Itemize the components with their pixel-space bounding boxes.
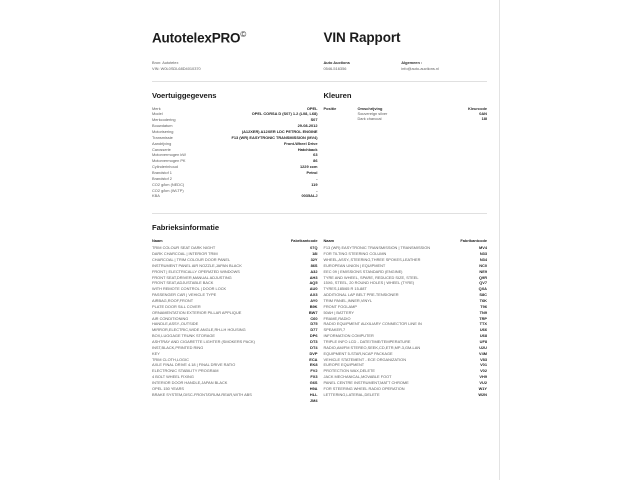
factory-option-name: INSTRUMENT PANEL AIR NOZZLE,JAPAN BLACK bbox=[152, 262, 242, 268]
factory-option-code: V4M bbox=[479, 350, 487, 356]
factory-option-name: OPEL 150 YEARS bbox=[152, 385, 185, 391]
factory-option-code: N33 bbox=[479, 251, 487, 257]
factory-option-name: INTERIOR DOOR HANDLE,JAPAN BLACK bbox=[152, 379, 228, 385]
factory-option-name: DARK CHARCOAL | INTERIOR TRIM bbox=[152, 251, 218, 257]
factory-option-name: PLATE DOOR SILL COVER bbox=[152, 303, 201, 309]
dealer-name: Auto Auctions bbox=[323, 59, 350, 65]
factory-option-name: MIRROR,ELECTRIC,WIDE ANGLE,RH-LH HOUSING bbox=[152, 327, 246, 333]
factory-option-name: TRIM PANEL,INNER,VINYL bbox=[323, 297, 373, 303]
factory-option-name: FRONT FOGLAMP bbox=[323, 303, 357, 309]
factory-option-name: JACK MECHANICAL,MOVABLE FOOT bbox=[323, 374, 392, 380]
factory-option-name: BRAKE SYSTEM,DISC-FRONT/DRUM-REAR,WITH ABS bbox=[152, 391, 252, 397]
vehicle-row-label: Motorvermogen PK bbox=[152, 158, 186, 164]
factory-option-code: V83 bbox=[480, 356, 487, 362]
factory-option-code: U66 bbox=[479, 327, 487, 333]
vin-report-page bbox=[140, 0, 500, 480]
vehicle-colors-section bbox=[152, 91, 487, 200]
factory-option-name: RADIO,AM/FM STEREO,SEEK,CD,ETR,MP-3,GM-LAN bbox=[323, 344, 421, 350]
factory-option-code: FV2 bbox=[310, 368, 318, 374]
factory-option-name: ORNAMENTATION EXTERIOR PILLAR APPLIQUE bbox=[152, 309, 242, 315]
factory-option-code: BW7 bbox=[308, 309, 318, 315]
vehicle-row-value: 1229 ccm bbox=[299, 164, 318, 170]
factory-option-code: G6S bbox=[309, 379, 318, 385]
factory-option-code: C60 bbox=[310, 315, 318, 321]
color-code: 0AN bbox=[479, 110, 487, 116]
vehicle-row-value: Hatchback bbox=[297, 146, 318, 152]
colors-block bbox=[324, 91, 488, 200]
factory-option-code: DT4 bbox=[310, 344, 318, 350]
factory-columns bbox=[152, 238, 487, 403]
header-divider bbox=[152, 81, 487, 82]
vehicle-data-block bbox=[152, 91, 324, 200]
general-email: info@auto-auctions.nl bbox=[401, 65, 439, 71]
factory-option-name: SPEAKER,7 bbox=[323, 327, 346, 333]
copyright-icon: © bbox=[240, 30, 247, 39]
factory-option-code: A32 bbox=[310, 268, 318, 274]
brand-title bbox=[152, 30, 323, 46]
table-row bbox=[152, 193, 318, 199]
factory-option-name: CHARCOAL | TRIM COLOUR DOOR PANEL bbox=[152, 256, 231, 262]
vehicle-row-value: 0035ALJ bbox=[301, 193, 318, 199]
colors-col-position: Positie bbox=[323, 105, 337, 111]
report-meta bbox=[152, 60, 487, 72]
brand-name: AutotelexPRO bbox=[152, 30, 241, 46]
colors-col-description: Omschrijving bbox=[357, 105, 383, 111]
factory-option-code: V01 bbox=[480, 362, 487, 368]
factory-option-code: DT3 bbox=[310, 338, 318, 344]
factory-option-code: AY0 bbox=[310, 297, 318, 303]
source-value: Autotelex bbox=[162, 59, 179, 65]
vehicle-row-value: Front-Wheel Drive bbox=[283, 140, 318, 146]
factory-option-name: VEHICLE STATEMENT - ECE ORGANIZATION bbox=[323, 356, 407, 362]
report-header bbox=[152, 0, 487, 46]
dealer-phone: 0546-516356 bbox=[323, 65, 347, 71]
factory-option-code: 86S bbox=[310, 262, 318, 268]
vehicle-row-label: Brandstof 2 bbox=[152, 175, 172, 181]
factory-option-code: AH3 bbox=[309, 274, 318, 280]
factory-option-name: 50AH | BATTERY bbox=[323, 309, 354, 315]
factory-option-name: HANDLE,ASSY.,OUTSIDE bbox=[152, 321, 199, 327]
factory-option-name: AXLE FINAL DRIVE 4.18 | FINAL DRIVE RATIO bbox=[152, 362, 236, 368]
section-divider bbox=[152, 213, 487, 214]
factory-col-code-left: Fabrikantcode bbox=[290, 238, 318, 244]
page-gutter-left bbox=[0, 0, 140, 480]
factory-option-name: TRIM CLOTH,LOGIC bbox=[152, 356, 189, 362]
factory-option-name bbox=[152, 398, 284, 404]
factory-option-code: VH9 bbox=[479, 374, 487, 380]
factory-option-name: TYRES,185/65 R 15-88T bbox=[323, 286, 367, 292]
factory-option-code: QV7 bbox=[479, 280, 487, 286]
vehicle-row-value: 63 bbox=[313, 152, 318, 158]
factory-option-code: B9K bbox=[309, 303, 318, 309]
factory-option-code: W1Y bbox=[478, 385, 487, 391]
source-label: Bron: bbox=[152, 59, 162, 65]
factory-option-name: EQUIPMENT 5-STAR,NCAP PACKAGE bbox=[323, 350, 393, 356]
factory-option-code: AX3 bbox=[309, 292, 318, 298]
factory-option-code: 07Q bbox=[310, 245, 318, 251]
factory-option-code: VU2 bbox=[479, 379, 487, 385]
vehicle-row-value: 29-08-2012 bbox=[297, 123, 318, 129]
factory-option-code: FX3 bbox=[310, 374, 318, 380]
factory-option-code: TTX bbox=[479, 321, 487, 327]
factory-option-name: PANEL CENTRE INSTRUMENT,MATT CHROME bbox=[323, 379, 409, 385]
vehicle-row-label: CO2 g/km (WLTP) bbox=[152, 187, 184, 193]
factory-option-code: TN9 bbox=[479, 309, 487, 315]
factory-option-name: TRIPLE INFO LCD - DATE/TIME/TEMPERATURE bbox=[323, 338, 411, 344]
factory-option-name: FOR STEERING WHEEL RADIO OPERATION bbox=[323, 385, 405, 391]
factory-left-column bbox=[152, 238, 324, 403]
factory-option-code: 18I bbox=[312, 251, 318, 257]
factory-col-name-left: Naam bbox=[152, 238, 163, 244]
factory-option-code: TRP bbox=[479, 315, 487, 321]
factory-option-code: N34 bbox=[479, 256, 487, 262]
factory-option-code: V02 bbox=[480, 368, 487, 374]
color-code: 18I bbox=[481, 116, 487, 122]
page-gutter-right bbox=[501, 0, 640, 480]
vehicle-row-value: 119 bbox=[311, 181, 318, 187]
vehicle-row-label: Brandstof 1 bbox=[152, 170, 172, 176]
colors-col-code: Kleurcode bbox=[467, 105, 487, 111]
colors-table bbox=[324, 106, 488, 123]
vin-label: VIN: bbox=[152, 65, 160, 71]
factory-option-name: WHEEL,ASSY.,STEERING,THREE SPOKES,LEATHER bbox=[323, 256, 421, 262]
vehicle-row-label: Motorisering bbox=[152, 129, 174, 135]
factory-option-code: W2N bbox=[478, 391, 487, 397]
vehicle-row-value: (A12XER) A12XER LDC PETROL ENGINE bbox=[241, 129, 318, 135]
factory-option-name: ADDITIONAL LAP BELT PRE-TENSIONER bbox=[323, 292, 399, 298]
factory-right-table bbox=[324, 238, 488, 397]
factory-option-name: FRONT SEAT,DRIVER,MANUAL ADJUSTING bbox=[152, 274, 232, 280]
vehicle-row-label: Carosserie bbox=[152, 146, 171, 152]
factory-option-name: EEC 09 | EMISSIONS STANDARD (ENGINE) bbox=[323, 268, 403, 274]
factory-option-name: WITH REMOTE CONTROL | DOOR LOCK bbox=[152, 286, 227, 292]
dealer-meta bbox=[323, 60, 401, 72]
factory-option-name: ELECTRONIC STABILITY PROGRAM bbox=[152, 368, 219, 374]
factory-option-code: H9A bbox=[309, 385, 318, 391]
factory-option-code: D75 bbox=[310, 321, 318, 327]
factory-option-name: 15X6, STEEL, 20 ROUND HOLES | WHEEL (TYRE) bbox=[323, 280, 415, 286]
factory-option-name: FRAME,RADIO bbox=[323, 315, 351, 321]
factory-option-name: FRONT | ELECTRICALLY OPERATED WINDOWS bbox=[152, 268, 240, 274]
vehicle-row-label: Bouwdatum bbox=[152, 123, 173, 129]
vehicle-row-label: CO2 g/km (NEDC) bbox=[152, 181, 185, 187]
color-position bbox=[324, 116, 358, 122]
factory-option-code: Q9R bbox=[479, 274, 487, 280]
factory-option-code: U2U bbox=[479, 344, 487, 350]
factory-option-name: PASSENGER CAR | VEHICLE TYPE bbox=[152, 292, 217, 298]
general-label: Algemeen : bbox=[401, 59, 423, 65]
source-meta bbox=[152, 60, 323, 72]
factory-option-name: ASHTRAY AND CIGARETTE LIGHTER (SMOKERS PACK) bbox=[152, 338, 255, 344]
factory-option-code: NE9 bbox=[479, 268, 487, 274]
vehicle-data-table bbox=[152, 106, 318, 200]
table-row bbox=[152, 398, 318, 404]
vehicle-row-label: Motorvermogen kW bbox=[152, 152, 186, 158]
factory-option-code: 32Y bbox=[310, 256, 318, 262]
vehicle-row-value: OPEL CORSA D (S07) 1.2 (L08, L68) bbox=[251, 111, 318, 117]
factory-option-code: DVP bbox=[309, 350, 318, 356]
factory-option-code: U68 bbox=[479, 333, 487, 339]
colors-section-title: Kleuren bbox=[323, 90, 352, 100]
factory-section-title: Fabrieksinformatie bbox=[152, 223, 220, 233]
vehicle-row-value: Petrol bbox=[306, 170, 318, 176]
factory-option-code: D77 bbox=[310, 327, 318, 333]
factory-option-name: INFORMATION COMPUTER bbox=[323, 333, 374, 339]
vehicle-row-label: KBA bbox=[152, 193, 160, 199]
factory-col-code-right: Fabrikantcode bbox=[460, 238, 487, 244]
factory-option-code: UF8 bbox=[479, 338, 487, 344]
factory-option-code: AU0 bbox=[309, 286, 318, 292]
factory-option-name: FRONT SEAT,ADJUSTABLE BACK bbox=[152, 280, 214, 286]
factory-option-name: FOR TILTING STEERING COLUMN bbox=[323, 251, 387, 257]
factory-option-code: T96 bbox=[480, 303, 487, 309]
vehicle-row-label: Merkcodering bbox=[152, 117, 176, 123]
factory-option-name: BOX,LUGGAGE TRUNK STORAGE bbox=[152, 333, 215, 339]
factory-option-name: RADIO EQUIPMENT AUXILIARY CONNECTOR LINE IN bbox=[323, 321, 422, 327]
factory-left-table bbox=[152, 238, 318, 403]
factory-option-code: HLL bbox=[309, 391, 318, 397]
vehicle-row-value: - bbox=[316, 187, 318, 193]
factory-col-name-right: Naam bbox=[323, 238, 335, 244]
table-row bbox=[324, 392, 488, 398]
factory-option-code: JM4 bbox=[309, 397, 318, 403]
factory-option-name: AIR CONDITIONING bbox=[152, 315, 189, 321]
vehicle-row-label: Merk bbox=[152, 105, 161, 111]
vehicle-row-value: F13 (WR) EASYTRONIC TRANSMISSION (MV4) bbox=[231, 134, 318, 140]
factory-option-name: PROTECTION WAX,DELETE bbox=[323, 368, 376, 374]
factory-left-header-row bbox=[152, 238, 318, 245]
factory-option-code: QXA bbox=[478, 286, 487, 292]
vehicle-row-value: 86 bbox=[313, 158, 318, 164]
factory-right-header-row bbox=[324, 238, 488, 245]
factory-info-section bbox=[152, 223, 487, 403]
factory-option-name: AIRBAG,ROOF,FRONT bbox=[152, 297, 194, 303]
factory-option-name: KEY bbox=[152, 350, 160, 356]
vehicle-row-label: Transmissie bbox=[152, 134, 173, 140]
factory-option-name: 4 BOLT WHEEL FIXING bbox=[152, 374, 194, 380]
factory-option-name: EUROPE EQUIPMENT bbox=[323, 362, 365, 368]
factory-option-name: TRIM COLOUR SEAT DARK NIGHT bbox=[152, 245, 216, 251]
factory-option-name: LETTERING,LATERAL,DELETE bbox=[323, 391, 380, 397]
factory-option-code: AQ5 bbox=[309, 280, 318, 286]
report-title-block bbox=[323, 30, 487, 46]
general-meta bbox=[401, 60, 487, 72]
brand-block bbox=[152, 30, 323, 46]
vehicle-row-value: S07 bbox=[310, 117, 318, 123]
factory-right-column bbox=[324, 238, 488, 403]
factory-option-name: F13 (WR) EASYTRONIC TRANSMISSION | TRANSMISSION bbox=[323, 245, 431, 251]
vehicle-row-value: OPEL bbox=[306, 105, 318, 111]
factory-option-code: EK8 bbox=[309, 362, 318, 368]
factory-option-name: INST,BLACK,PRINTED RING bbox=[152, 344, 204, 350]
factory-option-code: NC0 bbox=[479, 262, 487, 268]
factory-option-name: EUROPEAN UNION | EQUIPMENT bbox=[323, 262, 386, 268]
vehicle-section-title: Voertuiggegevens bbox=[152, 90, 217, 100]
color-description: Souvereign silver bbox=[357, 110, 388, 116]
table-row bbox=[324, 116, 488, 122]
factory-option-code: T6K bbox=[479, 297, 487, 303]
factory-option-code: MV4 bbox=[479, 245, 487, 251]
factory-option-code: DP6 bbox=[309, 333, 318, 339]
color-description: Dark charcoal bbox=[357, 116, 382, 122]
vin-line bbox=[152, 66, 323, 72]
factory-option-code: S8C bbox=[479, 292, 487, 298]
vehicle-row-label: Model bbox=[152, 111, 163, 117]
vin-value: W0L0SDL68D4010370 bbox=[160, 65, 201, 71]
vehicle-row-value: - bbox=[316, 175, 318, 181]
vehicle-row-label: Aandrijving bbox=[152, 140, 172, 146]
vehicle-row-label: Cylinderinhoud bbox=[152, 164, 178, 170]
factory-option-code: ECA bbox=[309, 356, 318, 362]
page-title: VIN Rapport bbox=[323, 30, 401, 45]
factory-option-name: TYRE AND WHEEL, SPARE, REDUCED SIZE, STEEL bbox=[323, 274, 419, 280]
